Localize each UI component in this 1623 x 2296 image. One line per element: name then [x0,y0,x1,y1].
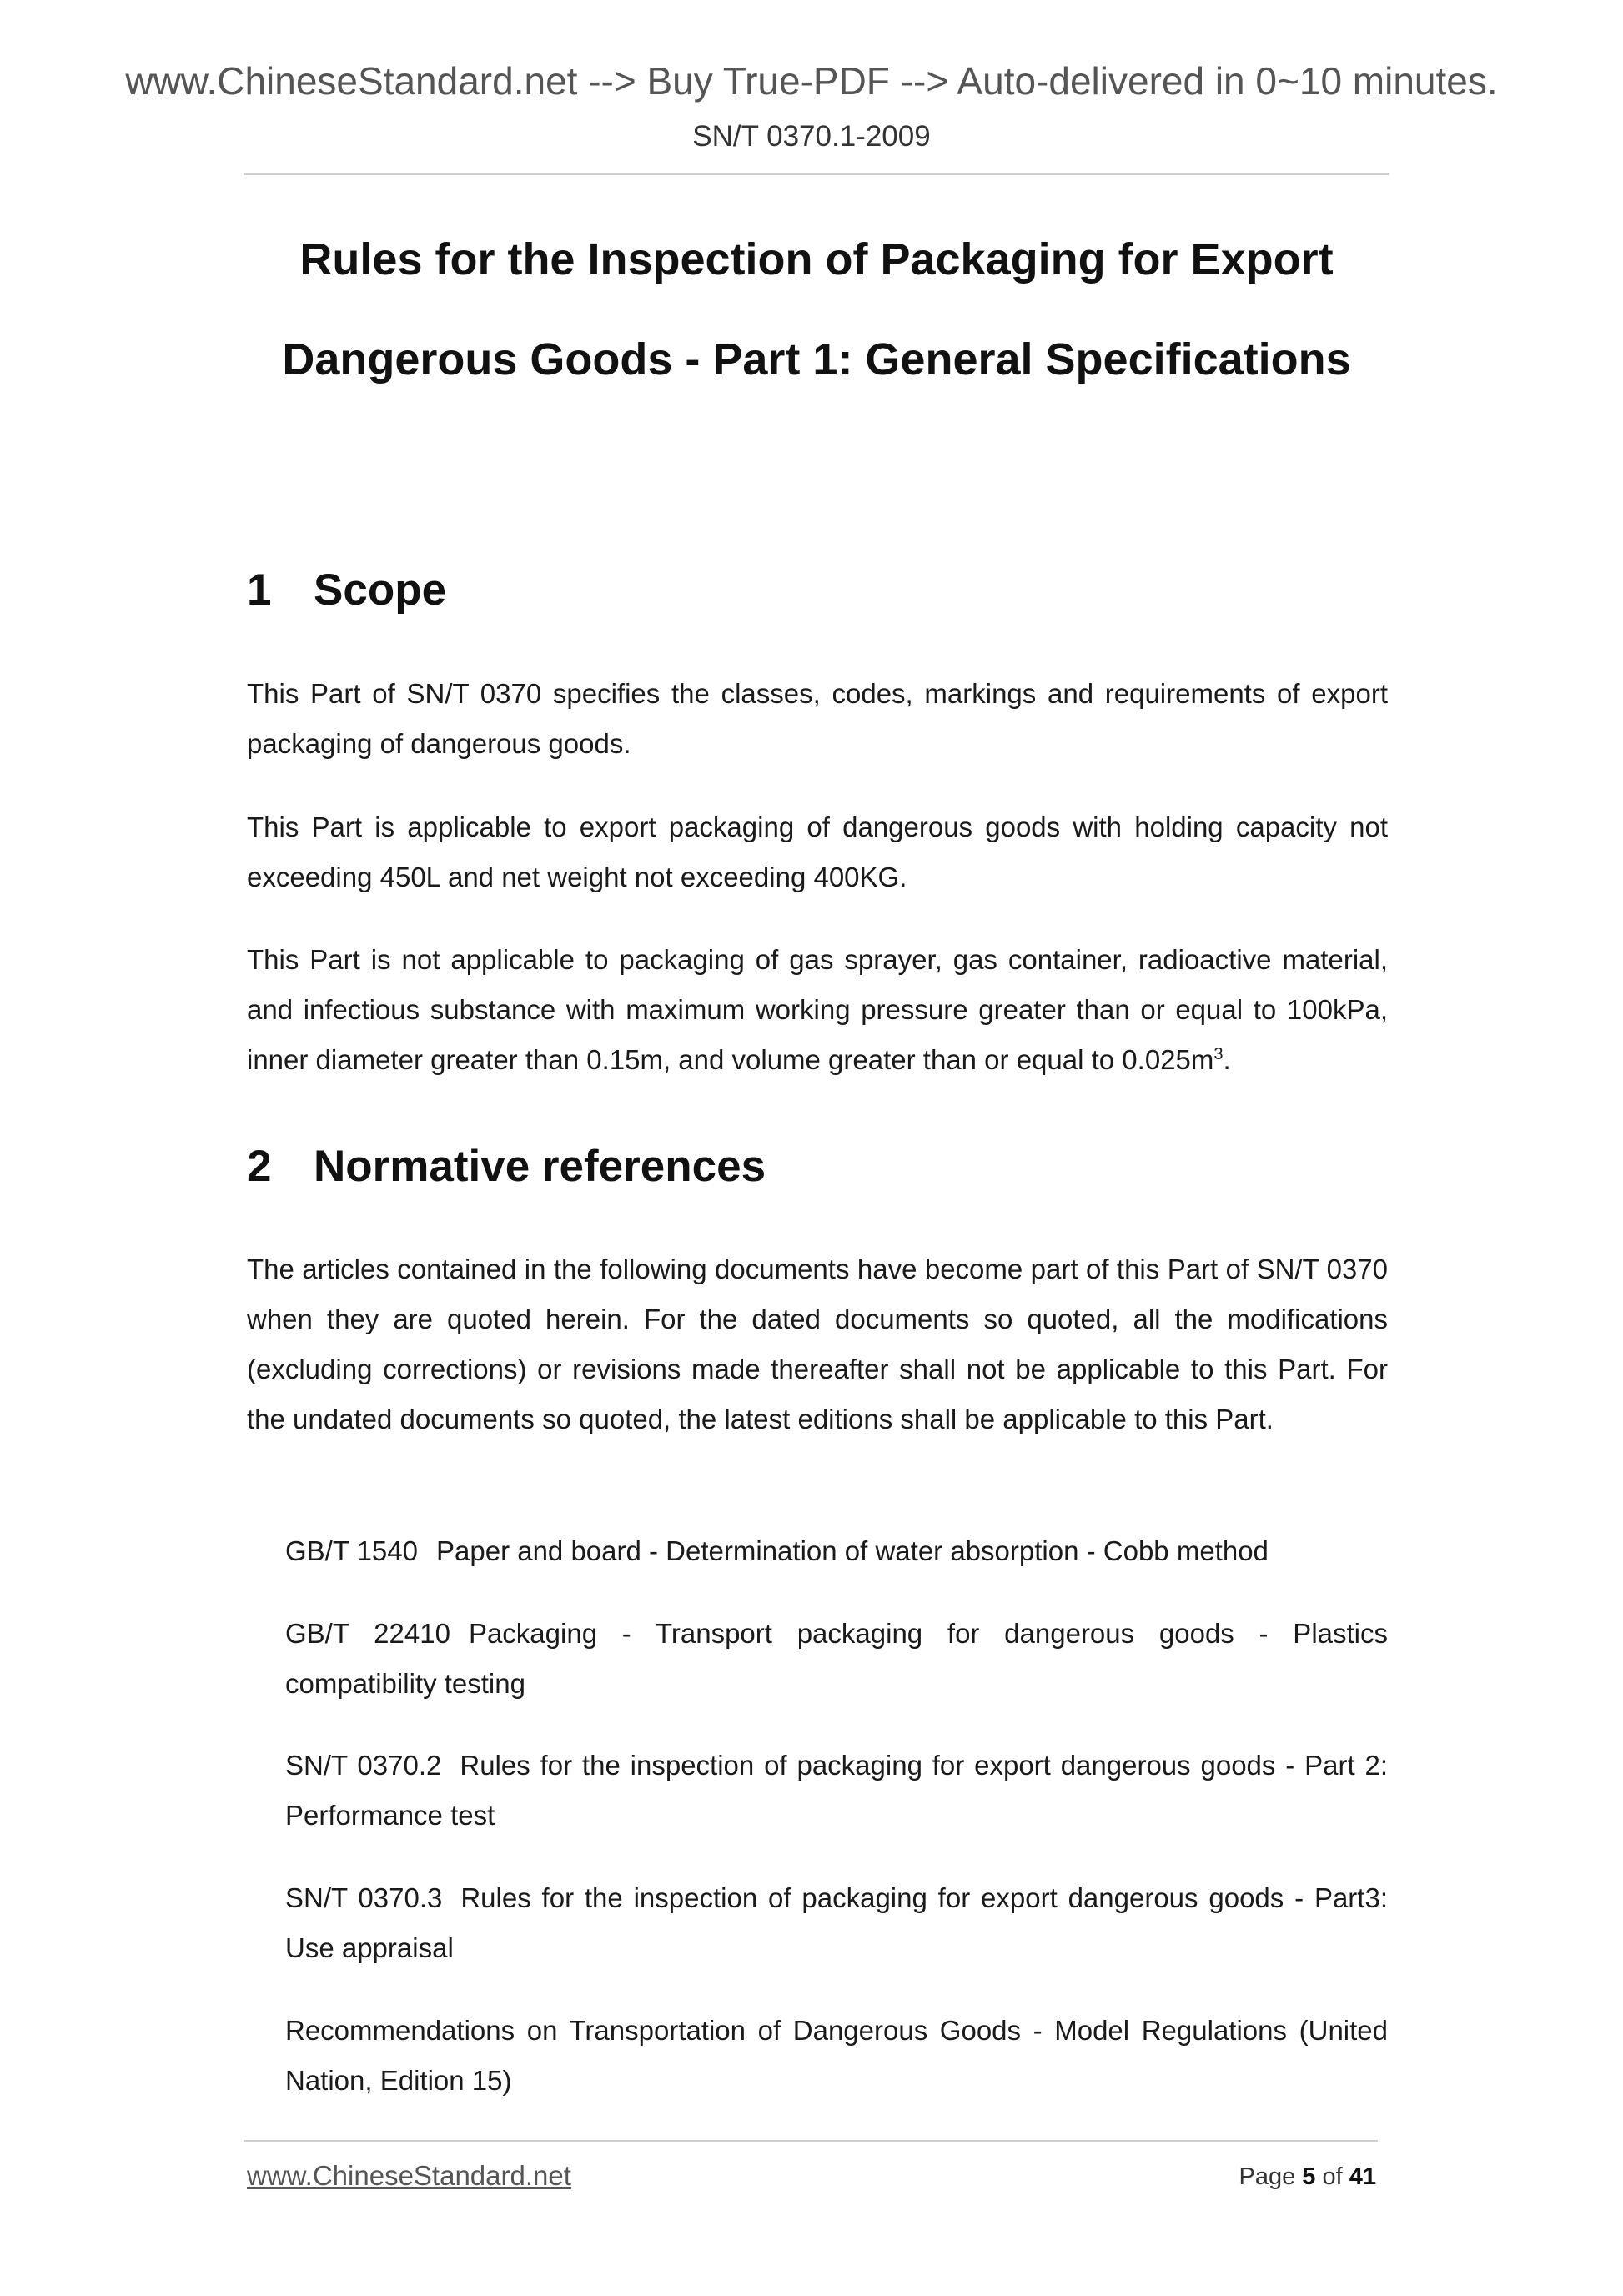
reference-code: GB/T 1540 [285,1535,418,1566]
page-current: 5 [1302,2163,1316,2190]
reference-code: SN/T 0370.2 [285,1750,442,1781]
reference-item [285,1526,1388,1576]
reference-code: SN/T 0370.3 [285,1882,443,1913]
reference-item [285,1609,1388,1709]
header-divider [244,173,1389,175]
footer-divider [244,2140,1378,2142]
scope-paragraph-3-text: This Part is not applicable to packaging of gas sprayer, gas container, radioactive material, and infectious substance with maximum working pressure greater than or equal to 100kPa, inner diameter greater than 0.15m, and volume greater than or equal to 0.025m [247,944,1388,1075]
page-total: 41 [1349,2163,1376,2190]
section-2-heading [247,1142,766,1191]
reference-title: Rules for the inspection of packaging for export dangerous goods - Part3: Use appraisal [285,1882,1388,1963]
reference-code: GB/T 22410 [285,1618,450,1649]
section-1-title: Scope [314,565,447,615]
reference-title: Paper and board - Determination of water absorption - Cobb method [436,1535,1269,1566]
document-title-line-1: Rules for the Inspection of Packaging for Export [299,234,1334,284]
standard-code: SN/T 0370.1-2009 [692,120,931,153]
section-2-title: Normative references [314,1142,766,1191]
reference-title: Recommendations on Transportation of Dangerous Goods - Model Regulations (United Nation, Edition 15) [285,2015,1388,2096]
section-1-number: 1 [247,565,272,615]
top-banner[interactable]: www.ChineseStandard.net --> Buy True-PDF --> Auto-delivered in 0~10 minutes. [125,59,1498,103]
reference-title: Packaging - Transport packaging for dangerous goods - Plastics compatibility testing [285,1618,1389,1699]
scope-paragraph-3 [247,935,1388,1085]
scope-paragraph-2: This Part is applicable to export packaging of dangerous goods with holding capacity not exceeding 450L and net weight not exceeding 400KG. [247,811,1388,892]
section-1-heading [247,565,447,615]
scope-paragraph-1: This Part of SN/T 0370 specifies the classes, codes, markings and requirements of export packaging of dangerous goods. [247,678,1388,759]
cubic-superscript: 3 [1213,1045,1224,1063]
normative-intro-paragraph: The articles contained in the following documents have become part of this Part of SN/T 0370 when they are quoted herein. For the dated documents so quoted, all the modifications (excluding corrections) or revisions made thereafter shall not be applicable to this Part. For the undated documents so quoted, the latest editions shall be applicable to this Part. [247,1254,1388,1434]
page-prefix: Page [1239,2163,1296,2190]
document-title-line-2: Dangerous Goods - Part 1: General Specifications [282,334,1351,384]
section-2-number: 2 [247,1142,272,1191]
reference-title: Rules for the inspection of packaging for export dangerous goods - Part 2: Performance test [285,1750,1388,1831]
scope-paragraph-3-end: . [1223,1044,1231,1075]
reference-item [285,1741,1388,1841]
page-of: of [1322,2163,1343,2190]
reference-item [285,1873,1388,1973]
page-number [1239,2165,1376,2189]
reference-item [285,2006,1388,2106]
footer-site-link[interactable]: www.ChineseStandard.net [247,2160,571,2191]
